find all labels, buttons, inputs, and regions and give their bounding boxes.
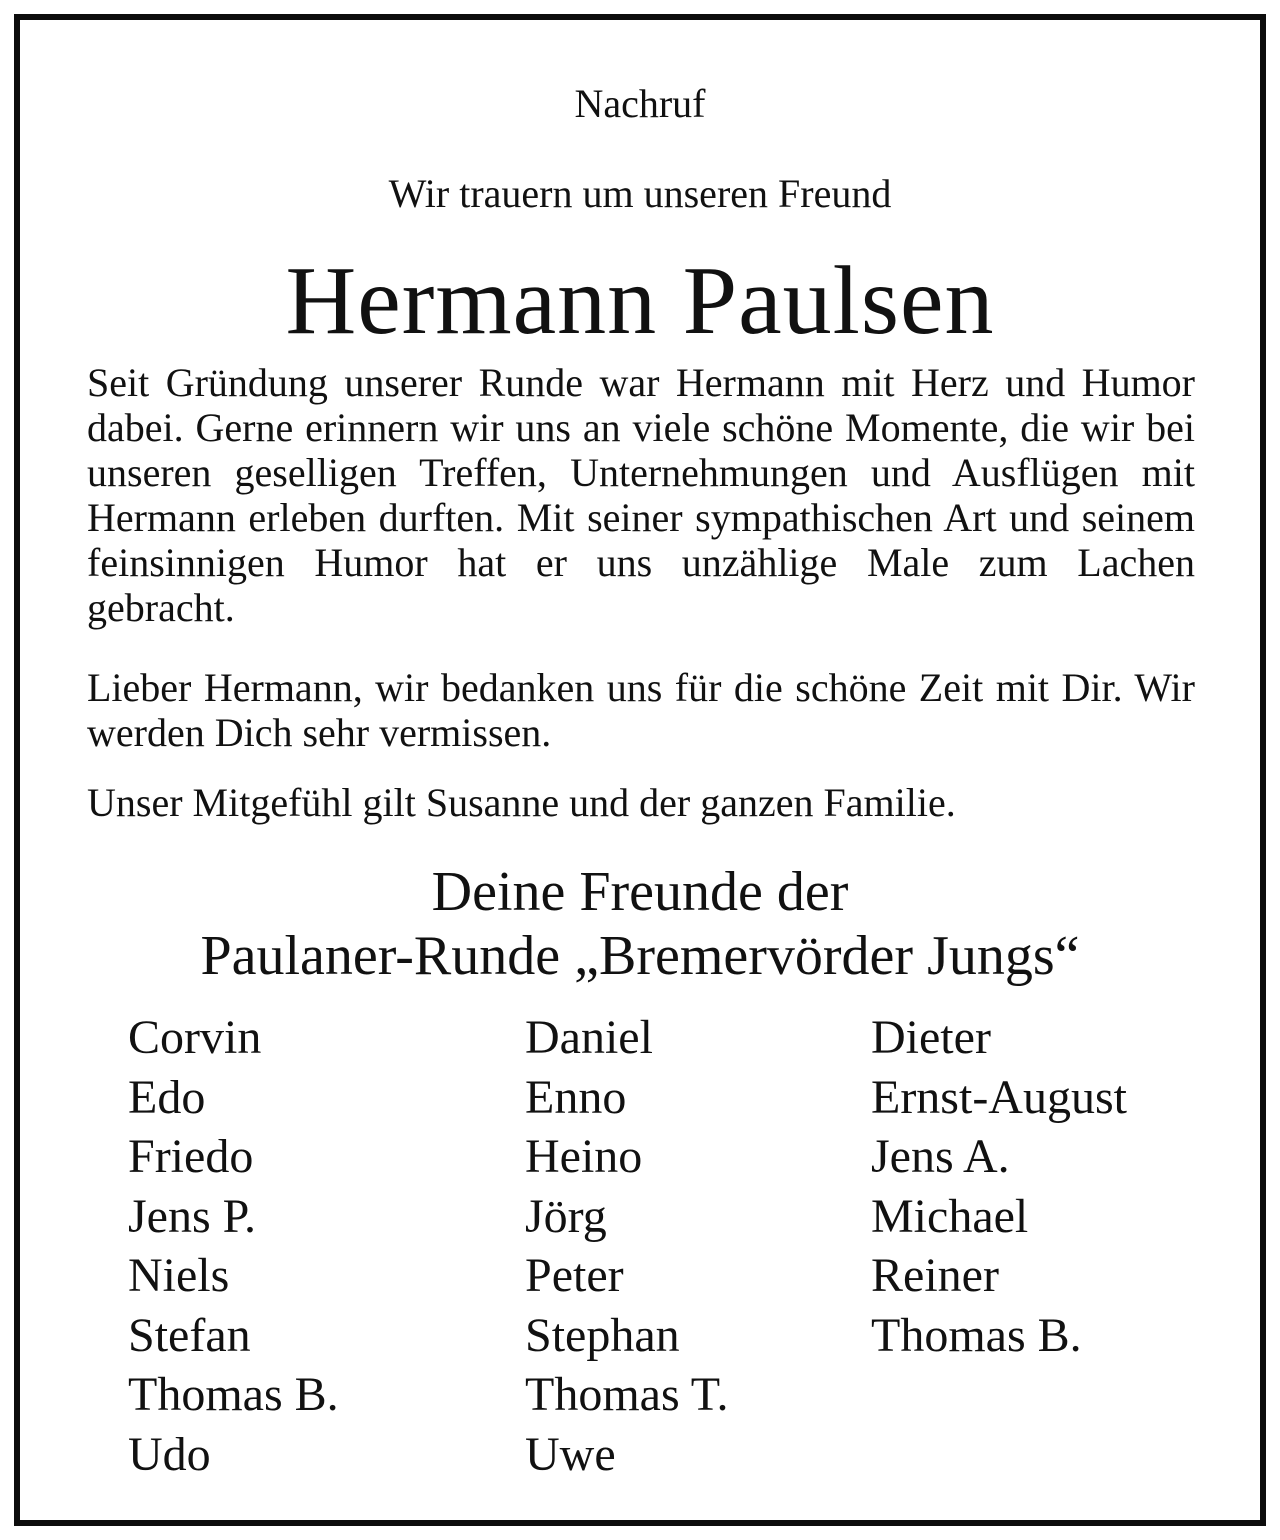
friend-name: Enno <box>525 1070 627 1124</box>
farewell-paragraph: Lieber Hermann, wir bedanken uns für die schöne Zeit mit Dir. Wir werden Dich sehr vermissen. <box>87 665 1195 755</box>
friends-column-3 <box>871 1008 1127 1365</box>
friend-name: Michael <box>871 1189 1029 1243</box>
friend-name: Peter <box>525 1249 624 1302</box>
friend-name: Udo <box>128 1427 211 1481</box>
friend-name: Friedo <box>128 1130 254 1183</box>
friend-name: Thomas B. <box>128 1368 339 1421</box>
friend-name: Jens P. <box>128 1189 257 1243</box>
friends-column-2 <box>525 1008 729 1484</box>
friend-name: Reiner <box>871 1249 999 1302</box>
friend-name: Niels <box>128 1249 230 1302</box>
signature-line-2: Paulaner-Runde „Bremervörder Jungs“ <box>200 925 1080 987</box>
signature-line-1: Deine Freunde der <box>431 861 849 923</box>
friend-name: Corvin <box>128 1011 262 1064</box>
friend-name: Daniel <box>525 1011 653 1064</box>
notice-intro: Wir trauern um unseren Freund <box>388 171 892 216</box>
friend-name: Ernst-August <box>871 1070 1127 1124</box>
friend-name: Thomas B. <box>871 1308 1082 1362</box>
friend-name: Stephan <box>525 1308 680 1362</box>
friend-name: Uwe <box>525 1427 616 1481</box>
friend-name: Heino <box>525 1130 643 1183</box>
friend-name: Stefan <box>128 1308 251 1362</box>
friend-name: Dieter <box>871 1011 991 1064</box>
obituary-notice <box>14 14 1266 1526</box>
friends-column-1 <box>128 1008 339 1484</box>
friend-name: Jens A. <box>871 1130 1010 1183</box>
friend-name: Edo <box>128 1070 206 1124</box>
deceased-name: Hermann Paulsen <box>285 247 995 355</box>
notice-label: Nachruf <box>574 81 706 126</box>
signature-block <box>20 860 1260 988</box>
condolence-paragraph: Unser Mitgefühl gilt Susanne und der ganzen Familie. <box>87 780 956 825</box>
friend-name: Jörg <box>525 1189 607 1243</box>
friend-name: Thomas T. <box>525 1368 729 1421</box>
tribute-paragraph: Seit Gründung unserer Runde war Hermann mit Herz und Humor dabei. Gerne erinnern wir uns an viele schöne Momente, die wir bei unseren geselligen Treffen, Unternehmungen und Ausflügen mit Hermann erleben durften. Mit seiner sympathischen Art und seinem feinsinnigen Humor hat er uns unzählige Male zum Lachen gebracht. <box>87 360 1195 630</box>
